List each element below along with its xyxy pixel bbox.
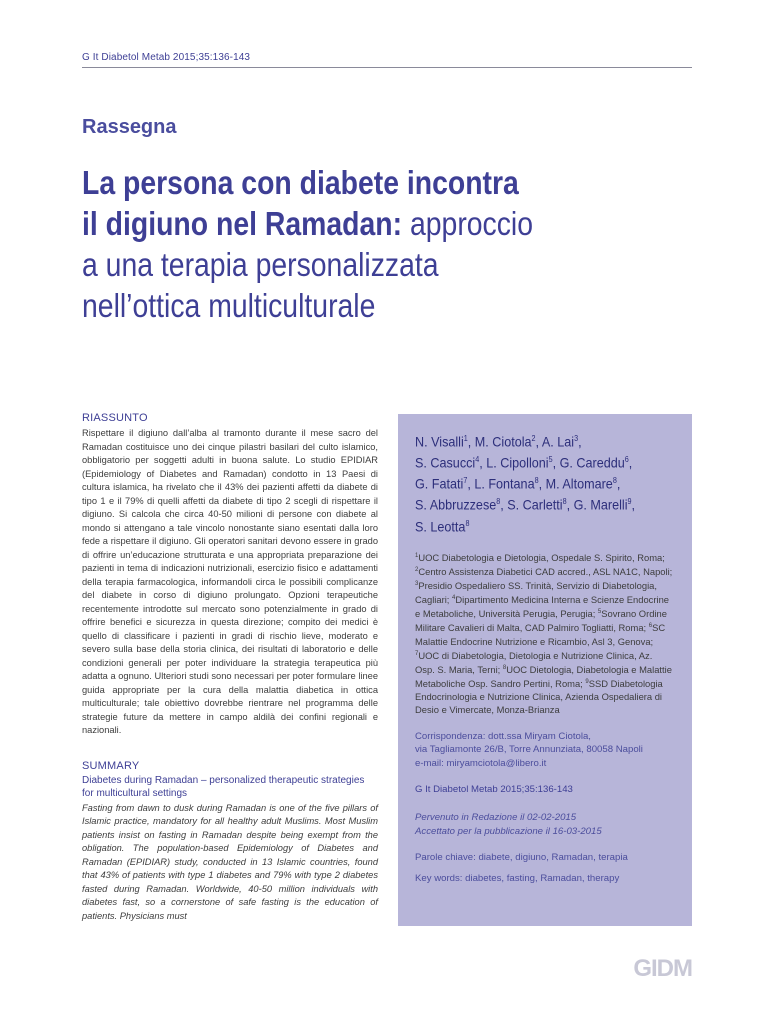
- submission-dates: [415, 811, 674, 838]
- keywords-italian: Parole chiave: diabete, digiuno, Ramadan, terapia: [415, 852, 628, 864]
- title-line-4: nell’ottica multiculturale: [82, 287, 376, 324]
- affiliation-text: Dipartimento Medicina Interna e Scienze Endocrine e Metaboliche, Università Perugia, Perugia;: [415, 594, 670, 620]
- affiliation-text: Presidio Ospedaliero SS. Trinità, Servizio di Diabetologia, Cagliari;: [415, 580, 658, 606]
- box-journal-reference: G It Diabetol Metab 2015;35:136-143: [415, 784, 573, 796]
- correspondence-email[interactable]: e-mail: miryamciotola@libero.it: [415, 757, 547, 769]
- author-name: A. Lai: [541, 433, 575, 450]
- affiliation-marker: 6: [648, 623, 653, 630]
- affiliation-text: UOC Dietologia, Diabetologia e Malattie Metaboliche Osp. Sandro Pertini, Roma;: [415, 663, 672, 689]
- author-affiliation-marker: 3: [574, 434, 579, 443]
- affiliation-marker: 5: [597, 609, 602, 616]
- author-affiliation-marker: 7: [463, 476, 468, 486]
- summary-body: Fasting from dawn to dusk during Ramadan is one of the five pillars of Islamic practice, mandatory for all healthy adult Muslims. Most Muslim patients insist on fasting in Ramadan despite being exempt from the obligation. The population-based Epidemiology of Diabetes and Ramadan (EPIDIAR) study, conducted in 13 Islamic countries, found that 43% of patients with type 1 diabetes and 79% with type 2 diabetes fasted during Ramadan. Worldwide, 40-50 million individuals with diabetes fast, so a cornerstone of safe fasting is the education of patients. Physicians must: [82, 802, 378, 921]
- affiliation-marker: 8: [502, 664, 507, 671]
- author-name: G. Marelli: [573, 497, 628, 514]
- title-line-2-light: approccio: [402, 205, 534, 242]
- affiliation-marker: 2: [415, 566, 419, 573]
- author-affiliation-marker: 4: [475, 455, 480, 465]
- author-name: N. Visalli: [415, 433, 464, 450]
- affiliation-text: Sovrano Ordine Militare Cavalieri di Malta, CAD Palmiro Togliatti, Roma;: [415, 608, 667, 634]
- affiliation-marker: 1: [415, 552, 419, 559]
- affiliations: [415, 550, 674, 716]
- title-line-2-bold: il digiuno nel Ramadan:: [82, 205, 403, 242]
- correspondence-address: via Tagliamonte 26/B, Torre Annunziata, 80058 Napoli: [415, 744, 643, 756]
- received-date: Pervenuto in Redazione il 02-02-2015: [415, 812, 577, 824]
- author-affiliation-marker: 8: [496, 497, 501, 507]
- affiliation-marker: 7: [415, 650, 419, 657]
- summary-title: Diabetes during Ramadan – personalized therapeutic strategies for multicultural settings: [82, 774, 365, 799]
- affiliation-text: SSD Diabetologia Endocrinologia e Nutrizione Clinica, Azienda Ospedaliera di Desio e Vimercate, Monza-Brianza: [415, 677, 663, 715]
- author-name: L. Fontana: [474, 475, 535, 492]
- journal-reference: G It Diabetol Metab 2015;35:136-143: [82, 52, 251, 63]
- author-affiliation-marker: 9: [627, 497, 632, 507]
- affiliation-marker: 4: [452, 595, 456, 602]
- accepted-date: Accettato per la pubblicazione il 16-03-2015: [415, 825, 602, 837]
- author-affiliation-marker: 8: [465, 518, 470, 528]
- gidm-logo: GIDM: [633, 955, 692, 982]
- affiliation-marker: 3: [415, 581, 419, 588]
- affiliation-text: Centro Assistenza Diabetici CAD accred., ASL NA1C, Napoli;: [418, 566, 673, 578]
- authors-info-box: [398, 414, 692, 926]
- article-title: [82, 162, 701, 326]
- correspondence-name: Corrispondenza: dott.ssa Miryam Ciotola,: [415, 730, 591, 742]
- summary-heading: SUMMARY: [82, 759, 140, 772]
- affiliation-marker: 9: [585, 678, 589, 685]
- header-divider: [82, 67, 692, 68]
- author-affiliation-marker: 8: [612, 476, 617, 486]
- abstract-heading: RIASSUNTO: [82, 412, 148, 424]
- abstract-body: Rispettare il digiuno dall’alba al tramonto durante il mese sacro del Ramadan costituisce uno dei cinque pilastri basilari del culto islamico, obbligatorio per soggetti adulti in buona salute. Lo studio EPIDIAR (Epidemiology of Diabetes and Ramadan) condotto in 13 Paesi di cultura islamica, ha rivelato che il 43% dei pazienti affetti da diabete di tipo 1 e il 79% di quelli affetti da diabete di tipo 2 scegli di rispettare il digiuno. Si calcola che circa 40-50 milioni di persone con diabete al mondo si attengano a tale vincolo nonostante siano esentati dalla loro fede a rispettare il digiuno. Gli operatori sanitari devono essere in grado di offrire un’educazione strutturata e una appropriata preparazione dei pazienti in tema di indicazioni nutrizionali, esercizio fisico e adattamenti della terapia farmacologica, informandoli circa le possibili complicanze del diabete in corso di digiuno prolungato. Opzioni terapeutiche recentemente introdotte sul mercato sono potenzialmente in grado di offrire benefici e sicurezza in questa direzione; compito dei medici è quello di classificare i pazienti in gradi di rischio lieve, moderato e severo sulla base della storia clinica, dei risultati di laboratorio e delle condizioni generali per poter individuare la strategia terapeutica più adatta a ognuno. Ulteriori studi sono necessari per poter formulare linee guida appropriate per la cura della malattia diabetica in ottica multiculturale; tale obiettivo dovrebbe rientrare nel programma delle strategie future da mettere in campo aldilà dei confini regionali e nazionali.: [82, 428, 378, 735]
- author-name: L. Cipolloni: [486, 454, 549, 471]
- author-affiliation-marker: 8: [562, 497, 567, 507]
- affiliation-text: UOC di Diabetologia, Dietologia e Nutrizione Clinica, Az. Osp. S. Maria, Terni;: [415, 649, 653, 675]
- author-name: M. Altomare: [545, 475, 613, 492]
- author-name: S. Carletti: [507, 497, 563, 514]
- author-name: S. Casucci: [415, 454, 476, 471]
- author-name: M. Ciotola: [474, 433, 532, 450]
- affiliation-text: UOC Diabetologia e Dietologia, Ospedale S. Spirito, Roma;: [418, 551, 665, 563]
- author-name: G. Careddu: [559, 454, 625, 471]
- title-line-3: a una terapia personalizzata: [82, 246, 439, 283]
- affiliation-text: SC Malattie Endocrine Nutrizione e Ricambio, Asl 3, Genova;: [415, 622, 666, 647]
- author-name: S. Abbruzzese: [415, 497, 497, 514]
- author-list: N. Visalli$^1$, M. Ciotola$^2$, A. Lai$^3$, S. Casucci$^4$, L. Cipolloni$^5$, G. Careddu$^6$, G. Fatati$^7$, L. Fontana$^8$, M. Altomare$^8$, S. Abbruzzese$^8$, S. Carletti$^8$, G. Marelli$^9$, S. Leotta$^8$: [415, 433, 636, 535]
- section-label: Rassegna: [82, 116, 177, 138]
- correspondence: [415, 730, 674, 771]
- author-name: G. Fatati: [415, 475, 464, 492]
- author-affiliation-marker: 1: [463, 434, 468, 443]
- author-affiliation-marker: 6: [624, 455, 629, 465]
- author-affiliation-marker: 2: [531, 434, 536, 443]
- author-affiliation-marker: 8: [534, 476, 539, 486]
- keywords-english: Key words: diabetes, fasting, Ramadan, therapy: [415, 873, 620, 885]
- author-affiliation-marker: 5: [548, 455, 553, 465]
- title-line-1: La persona con diabete incontra: [82, 164, 519, 201]
- abstract-column: [82, 412, 378, 923]
- author-name: S. Leotta: [415, 518, 466, 535]
